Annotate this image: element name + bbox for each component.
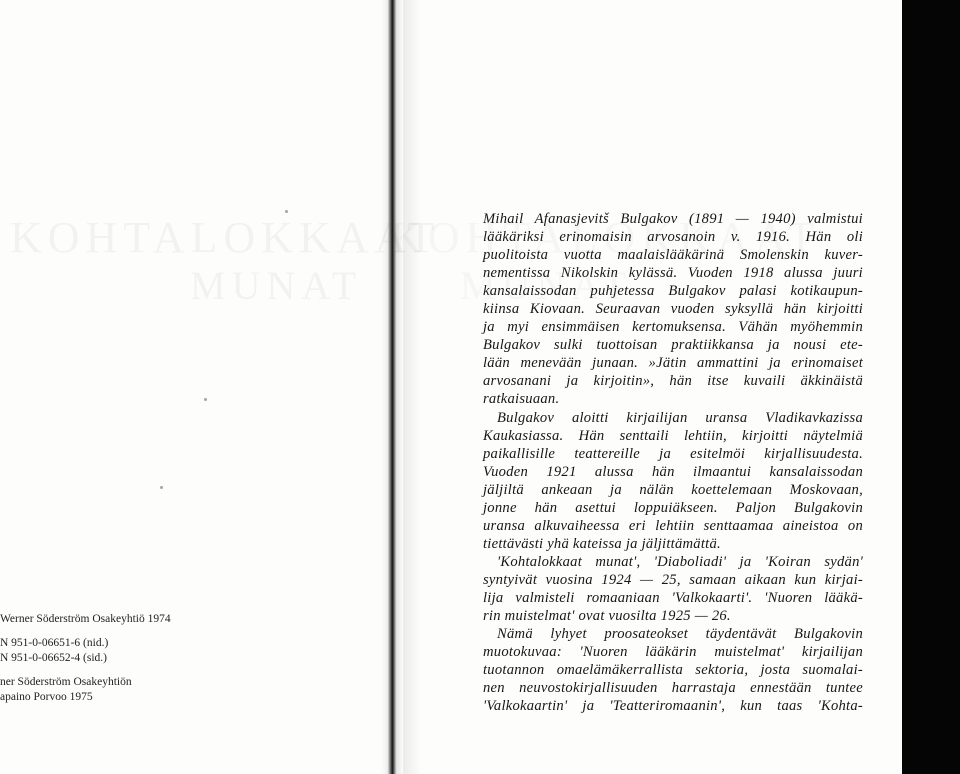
- text-line: puolitoista vuotta maalaislääkärinä Smolenskin kuver-: [483, 247, 863, 264]
- book-binding-gutter: [381, 0, 403, 774]
- text-line: tiettävästi yhä kateissa ja jäljittämättä.: [483, 535, 721, 552]
- text-line: jäljiltä ankeaan ja nälän koettelemaan Moskovaan,: [483, 481, 863, 498]
- text-line: rin muistelmat' ovat vuosilta 1925 — 26.: [483, 608, 731, 625]
- text-line: muotokuvaa: 'Nuoren lääkärin muistelmat' kirjailijan: [483, 644, 863, 661]
- gutter-shadow: [403, 0, 421, 774]
- text-line: kiinsa Kiovaan. Seuraavan vuoden syksyllä hän kirjoitti: [483, 301, 863, 318]
- text-line: tuotannon omaelämäkerrallista sektoria, josta suomalai-: [483, 662, 863, 679]
- text-line: arvosanani ja kirjoitin», hän itse kuvaili äkkinäistä: [483, 373, 863, 390]
- imprint-line: ner Söderström Osakeyhtiön: [0, 676, 132, 688]
- text-line: Mihail Afanasjevitš Bulgakov (1891 — 1940) valmistui: [483, 211, 863, 227]
- text-line: lija valmisteli romaaniaan 'Valkokaarti'. 'Nuoren lääkä-: [483, 589, 863, 606]
- imprint-line: apaino Porvoo 1975: [0, 691, 93, 703]
- show-through-ghost: [190, 262, 362, 309]
- text-line: ja myi ensimmäisen kertomuksensa. Vähän myöhemmin: [483, 319, 863, 336]
- text-line: Bulgakov aloitti kirjailijan uransa Vladikavkazissa: [497, 409, 863, 426]
- paper-speck: [204, 398, 207, 401]
- text-line: syntyivät vuosina 1924 — 25, samaan aikaan kun kirjai-: [483, 571, 863, 588]
- text-line: jonne hän asettui loppuiäkseen. Paljon Bulgakovin: [483, 499, 863, 516]
- text-line: 'Valkokaartin' ja 'Teatteriromaanin', kun taas 'Kohta-: [483, 698, 863, 715]
- text-line: uransa alkuvaiheessa eri lehtiin senttaamaa aineistoa on: [483, 517, 863, 534]
- text-line: nen neuvostokirjallisuuden harrastaja ennestään tuntee: [483, 680, 863, 697]
- publisher-imprint: [0, 612, 171, 705]
- text-line: kansalaissodan puhjetessa Bulgakov palasi kotikaupun-: [483, 283, 863, 300]
- scan-dark-edge: [902, 0, 960, 774]
- paper-speck: [285, 210, 288, 213]
- text-line: Vuoden 1921 alussa hän ilmaantui kansalaissodan: [483, 463, 863, 480]
- paper-speck: [160, 486, 163, 489]
- text-line: ratkaisuaan.: [483, 391, 560, 408]
- text-line: 'Kohtalokkaat munat', 'Diaboliadi' ja 'Koiran sydän': [497, 553, 863, 570]
- text-line: nementissa Nikolskin kylässä. Vuoden 1918 alussa juuri: [483, 265, 863, 282]
- text-line: lään menevään junaan. »Jätin ammattini ja erinomaiset: [483, 355, 863, 372]
- imprint-line: N 951-0-06651-6 (nid.): [0, 637, 109, 649]
- introduction-text: [483, 210, 863, 715]
- text-line: lääkäriksi erinomaisin arvosanoin v. 1916. Hän oli: [483, 229, 863, 246]
- show-through-ghost: [10, 212, 440, 263]
- text-line: Kaukasiassa. Hän senttaili lehtiin, kirjoitti näytelmiä: [483, 427, 863, 444]
- text-line: Bulgakov sulki tuottoisan praktiikkansa ja nousi ete-: [483, 337, 863, 354]
- imprint-line: N 951-0-06652-4 (sid.): [0, 652, 107, 664]
- text-line: Nämä lyhyet proosateokset täydentävät Bulgakovin: [497, 626, 863, 643]
- text-line: paikallisille teattereille ja esitelmöi kirjallisuudesta.: [483, 445, 863, 462]
- imprint-line: Werner Söderström Osakeyhtiö 1974: [0, 613, 171, 625]
